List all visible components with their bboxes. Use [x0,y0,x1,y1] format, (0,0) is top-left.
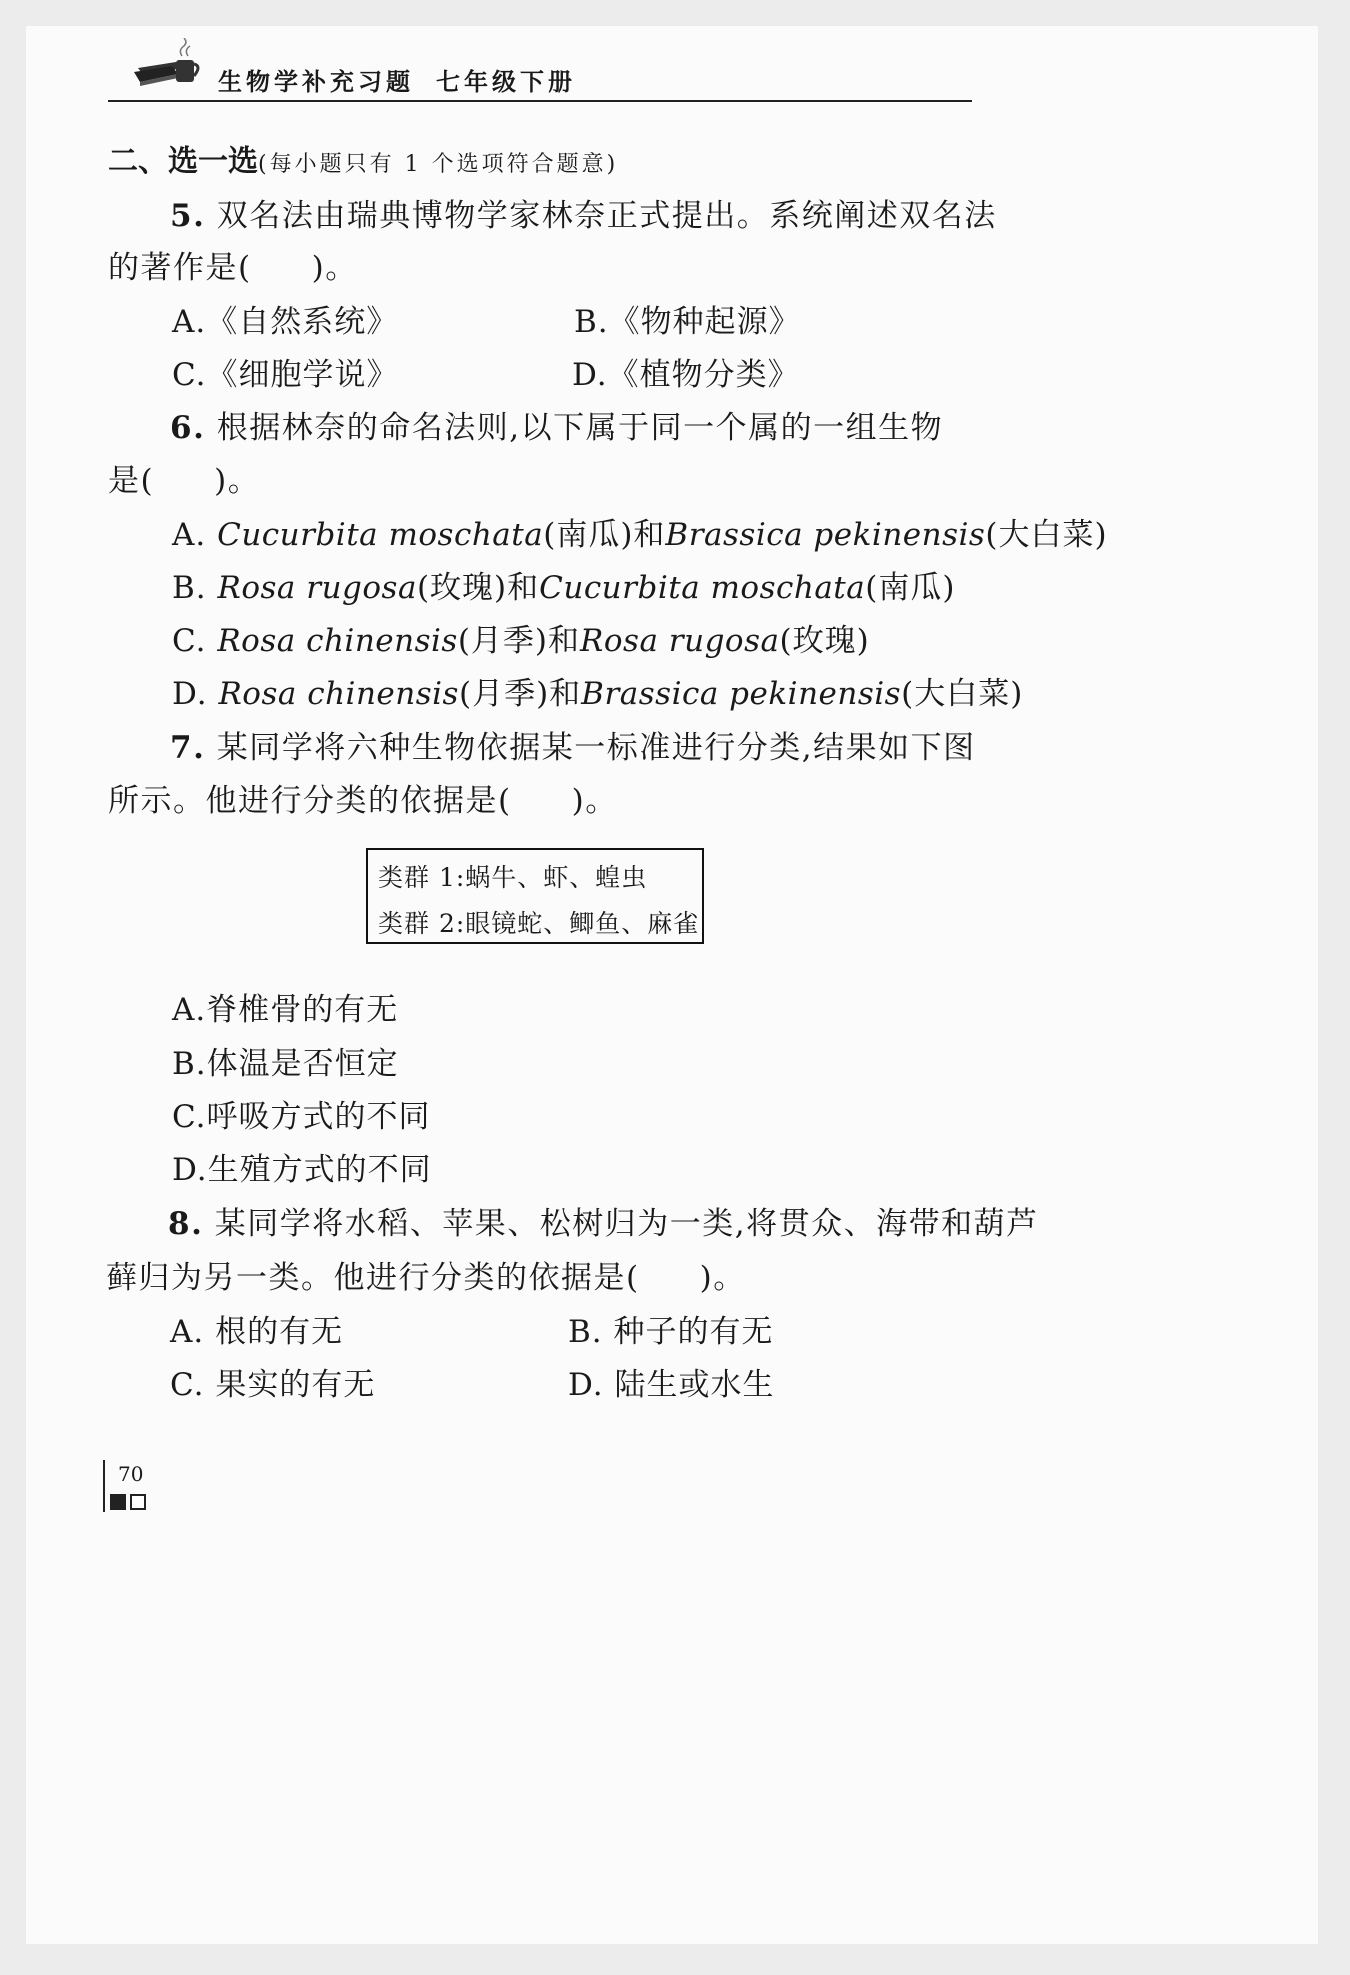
q5-option-c[interactable]: C.《细胞学说》 [172,357,399,393]
page-number: 70 [118,1462,144,1486]
running-header [218,62,576,97]
empty-square-icon [130,1494,146,1510]
book-title: 生物学补充习题 [218,68,414,96]
header-divider [108,100,972,102]
q5-option-a[interactable]: A.《自然系统》 [172,304,399,340]
question-8-stem-line2: 藓归为另一类。他进行分类的依据是( )。 [106,1260,746,1296]
section-note: (每小题只有 1 个选项符合题意) [258,152,619,177]
question-5-stem-line2: 的著作是( )。 [108,250,358,286]
q6-option-c[interactable]: C. Rosa chinensis(月季)和Rosa rugosa(玫瑰) [172,623,870,659]
question-number: 5. [170,198,206,234]
question-7-stem-line1: 7. 某同学将六种生物依据某一标准进行分类,结果如下图 [170,730,976,766]
q6-option-d[interactable]: D. Rosa chinensis(月季)和Brassica pekinensis(大白菜) [172,676,1024,712]
question-number: 8. [168,1206,204,1242]
q8-option-d[interactable]: D. 陆生或水生 [568,1367,775,1403]
question-6-stem-line1: 6. 根据林奈的命名法则,以下属于同一个属的一组生物 [170,410,944,446]
question-6-stem-line2: 是( )。 [108,463,261,499]
footer-margin-bar [103,1460,105,1512]
q7-option-c[interactable]: C.呼吸方式的不同 [172,1099,431,1135]
question-number: 7. [170,730,206,766]
q5-option-d[interactable]: D.《植物分类》 [572,357,800,393]
question-8-stem-line1: 8. 某同学将水稻、苹果、松树归为一类,将贯众、海带和葫芦 [168,1206,1039,1242]
q7-option-a[interactable]: A.脊椎骨的有无 [172,992,399,1028]
question-5-stem-line1: 5. 双名法由瑞典博物学家林奈正式提出。系统阐述双名法 [170,198,997,234]
q8-option-c[interactable]: C. 果实的有无 [170,1367,376,1403]
books-and-mug-icon [130,38,200,90]
q6-option-b[interactable]: B. Rosa rugosa(玫瑰)和Cucurbita moschata(南瓜) [172,570,956,606]
group-1-line: 类群 1:蜗牛、虾、蝗虫 [378,863,648,892]
question-number: 6. [170,410,206,446]
q8-option-a[interactable]: A. 根的有无 [170,1314,344,1350]
question-7-stem-line2: 所示。他进行分类的依据是( )。 [108,783,618,819]
q7-option-b[interactable]: B.体温是否恒定 [172,1046,399,1082]
group-2-line: 类群 2:眼镜蛇、鲫鱼、麻雀 [378,909,700,938]
q6-option-a[interactable]: A. Cucurbita moschata(南瓜)和Brassica pekinensis(大白菜) [172,517,1108,553]
q7-option-d[interactable]: D.生殖方式的不同 [172,1152,432,1188]
filled-square-icon [110,1494,126,1510]
q8-option-b[interactable]: B. 种子的有无 [568,1314,774,1350]
q5-option-b[interactable]: B.《物种起源》 [574,304,801,340]
section-heading [108,136,618,180]
grade-label: 七年级下册 [436,68,576,96]
section-title: 二、选一选 [108,144,258,179]
